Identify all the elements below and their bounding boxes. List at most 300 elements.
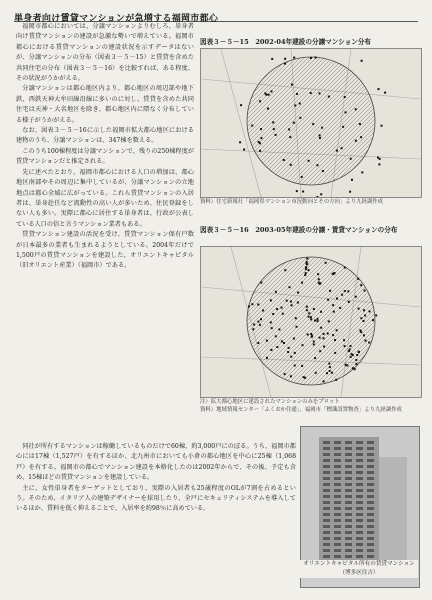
map-marker	[326, 372, 328, 374]
window	[367, 471, 374, 474]
map-marker	[344, 345, 346, 347]
map-marker	[297, 292, 299, 294]
map-marker	[313, 343, 315, 345]
map-marker	[336, 298, 338, 300]
window	[323, 447, 330, 450]
map-marker	[306, 261, 308, 263]
window	[334, 465, 341, 468]
map-marker	[368, 342, 370, 344]
figure-16-note: 注）拡大都心地区に建設されたマンションのみをプロット 資料）地域情報センター「ふくおか住通」、福岡市「標識設置物査」より九経調作成	[200, 399, 402, 413]
article-header	[14, 6, 418, 22]
window	[356, 501, 363, 504]
map-marker	[335, 379, 337, 381]
map-marker	[270, 321, 272, 323]
map-marker	[281, 340, 283, 342]
window	[334, 543, 341, 546]
map-marker	[304, 274, 306, 276]
map-marker	[301, 176, 303, 178]
window	[345, 465, 352, 468]
window	[334, 495, 341, 498]
map-marker	[284, 63, 286, 65]
map-marker	[384, 92, 386, 94]
map-marker	[308, 316, 310, 318]
map-marker	[348, 301, 350, 303]
map-marker	[306, 263, 308, 265]
map-marker	[319, 135, 321, 137]
map-marker	[259, 150, 261, 152]
map-marker	[283, 159, 285, 161]
map-marker	[290, 356, 292, 358]
map-marker	[323, 337, 325, 339]
map-marker	[336, 150, 338, 152]
window	[345, 477, 352, 480]
window	[323, 459, 330, 462]
map-marker	[251, 125, 253, 127]
figure-16	[200, 224, 422, 234]
window	[356, 519, 363, 522]
window	[367, 453, 374, 456]
map-marker	[295, 317, 297, 319]
window	[334, 519, 341, 522]
figure-15-map-svg	[201, 49, 421, 197]
paragraph: 主に、女性単身者をターゲットとしており、実際の入居者も25歳程度のOLが7割を占めるという。そのため、イタリア人の建築デザイナーを採用したり、全戸にセキュリティシステムを導入しているほか、賃料を低く抑えることで、入居率を約98％に高めている。	[16, 484, 296, 513]
window	[323, 555, 330, 558]
map-marker	[355, 108, 357, 110]
window	[367, 441, 374, 444]
window	[367, 489, 374, 492]
window	[334, 537, 341, 540]
map-marker	[299, 103, 301, 105]
map-marker	[343, 339, 345, 341]
map-marker	[360, 136, 362, 138]
map-marker	[305, 268, 307, 270]
window	[345, 447, 352, 450]
map-marker	[333, 311, 335, 313]
map-marker	[319, 337, 321, 339]
window	[323, 513, 330, 516]
map-marker	[257, 304, 259, 306]
map-marker	[310, 92, 312, 94]
map-marker	[317, 273, 319, 275]
map-marker	[290, 164, 292, 166]
map-marker	[302, 344, 304, 346]
map-marker	[323, 380, 325, 382]
map-marker	[361, 60, 363, 62]
window	[345, 537, 352, 540]
map-marker	[327, 299, 329, 301]
window	[345, 549, 352, 552]
map-marker	[344, 267, 346, 269]
map-marker	[257, 342, 259, 344]
window	[323, 471, 330, 474]
map-marker	[271, 58, 273, 60]
window	[367, 531, 374, 534]
window	[345, 441, 352, 444]
map-marker	[358, 308, 360, 310]
map-marker	[312, 123, 314, 125]
map-marker	[342, 126, 344, 128]
map-marker	[264, 92, 266, 94]
window	[345, 483, 352, 486]
map-marker	[275, 291, 277, 293]
map-marker	[282, 313, 284, 315]
window	[356, 477, 363, 480]
map-marker	[296, 93, 298, 95]
map-marker	[283, 342, 285, 344]
map-marker	[293, 338, 295, 340]
map-marker	[319, 283, 321, 285]
window	[323, 543, 330, 546]
map-marker	[315, 372, 317, 374]
map-marker	[344, 96, 346, 98]
window	[367, 555, 374, 558]
map-marker	[275, 335, 277, 337]
map-marker	[332, 334, 334, 336]
map-marker	[286, 300, 288, 302]
window	[356, 453, 363, 456]
figure-16-caption: 図表３－５－16 2003-05年建設の分譲・賃貸マンションの分布	[200, 226, 398, 234]
map-marker	[352, 367, 354, 369]
map-marker	[375, 314, 377, 316]
window	[345, 489, 352, 492]
map-marker	[359, 330, 361, 332]
window	[323, 531, 330, 534]
map-marker	[314, 320, 316, 322]
window	[334, 531, 341, 534]
window	[345, 495, 352, 498]
map-marker	[293, 57, 295, 59]
window	[323, 477, 330, 480]
map-marker	[365, 340, 367, 342]
paragraph: 分譲マンションは都心地区内より、都心地区の周辺部や地下鉄、西鉄天神大牟田線沿線に多いのに対し、賃貸を含めた共同住宅は天神・大名地区を除き、都心地区内に隈なく分布している様子がうかがえる。	[16, 85, 194, 124]
map-marker	[308, 312, 310, 314]
map-marker	[328, 96, 330, 98]
figure-16-map	[200, 246, 422, 398]
map-marker	[364, 290, 366, 292]
map-marker	[313, 341, 315, 343]
window	[356, 543, 363, 546]
map-marker	[322, 170, 324, 172]
map-marker	[271, 90, 273, 92]
map-marker	[287, 351, 289, 353]
map-marker	[291, 84, 293, 86]
map-marker	[363, 320, 365, 322]
window	[334, 489, 341, 492]
map-marker	[345, 111, 347, 113]
map-marker	[345, 364, 347, 366]
map-marker	[259, 324, 261, 326]
map-marker	[315, 57, 317, 59]
map-marker	[349, 348, 351, 350]
map-marker	[313, 308, 315, 310]
window	[367, 507, 374, 510]
map-marker	[323, 346, 325, 348]
map-marker	[302, 191, 304, 193]
map-marker	[296, 190, 298, 192]
window	[356, 507, 363, 510]
map-marker	[278, 328, 280, 330]
map-marker	[272, 313, 274, 315]
map-marker	[381, 125, 383, 127]
map-marker	[336, 329, 338, 331]
window	[323, 525, 330, 528]
map-marker	[320, 327, 322, 329]
window	[323, 501, 330, 504]
map-marker	[291, 304, 293, 306]
window	[345, 471, 352, 474]
window	[334, 447, 341, 450]
map-marker	[341, 147, 343, 149]
window	[367, 447, 374, 450]
map-marker	[360, 284, 362, 286]
map-marker	[268, 94, 270, 96]
map-marker	[308, 269, 310, 271]
map-marker	[261, 137, 263, 139]
map-marker	[307, 334, 309, 336]
map-marker	[289, 136, 291, 138]
article-title: 単身者向け賃貸マンションが急増する福岡市都心	[14, 14, 219, 24]
window	[323, 519, 330, 522]
window	[356, 549, 363, 552]
window	[345, 459, 352, 462]
window	[367, 525, 374, 528]
paragraph: 先に述べたとおり、福岡市都心における人口の増加は、都心地区南部やその周辺に集中しているが、分譲マンションの立地地点は都心全域に広がっている。これら賃貸マンションの入居者は、単身赴任など流動性の高い人が多いため、住民登録をしない人も多い。実際に都心に居住する単身者は、行政が公表している人口の倍と言うマンション業者もある。	[16, 168, 194, 228]
map-marker	[266, 357, 268, 359]
figure-15-caption: 図表３－５－15 2002-04年建設の分譲マンション分布	[200, 38, 372, 46]
window	[367, 501, 374, 504]
window	[334, 507, 341, 510]
window	[356, 513, 363, 516]
map-marker	[339, 307, 341, 309]
window	[356, 531, 363, 534]
map-marker	[355, 296, 357, 298]
map-marker	[259, 142, 261, 144]
window	[334, 555, 341, 558]
window	[356, 471, 363, 474]
map-marker	[334, 352, 336, 354]
map-marker	[252, 328, 254, 330]
map-marker	[346, 365, 348, 367]
window	[367, 537, 374, 540]
paragraph: 賃貸マンション建設の活況を受け、賃貸マンション保有戸数が日本最多の業者も生まれるようとしている。2004年だけで1,500戸の賃貸マンションを建設した、オリエントキャピタル（旧オリエント産業）（福岡市）である。	[16, 231, 194, 270]
map-marker	[259, 100, 261, 102]
map-marker	[299, 117, 301, 119]
map-marker	[281, 307, 283, 309]
map-marker	[308, 160, 310, 162]
map-marker	[329, 366, 331, 368]
map-marker	[355, 359, 357, 361]
hatched-area	[247, 257, 375, 385]
map-marker	[334, 339, 336, 341]
map-marker	[305, 266, 307, 268]
map-marker	[260, 128, 262, 130]
map-marker	[267, 108, 269, 110]
map-marker	[319, 92, 321, 94]
map-marker	[248, 306, 250, 308]
map-marker	[341, 294, 343, 296]
map-marker	[364, 315, 366, 317]
map-marker	[310, 318, 312, 320]
window	[356, 489, 363, 492]
window	[356, 459, 363, 462]
map-marker	[317, 320, 319, 322]
window	[323, 549, 330, 552]
window	[367, 519, 374, 522]
window	[367, 543, 374, 546]
window	[367, 459, 374, 462]
map-marker	[306, 258, 308, 260]
map-marker	[275, 134, 277, 136]
map-marker	[318, 278, 320, 280]
paragraph: なお、図表３－５－16に示した福岡市拡大都心地区における建物のうち、分譲マンションは、347棟を数える。	[16, 127, 194, 145]
map-marker	[272, 121, 274, 123]
map-marker	[301, 365, 303, 367]
window	[356, 465, 363, 468]
window	[345, 513, 352, 516]
window	[334, 483, 341, 486]
map-marker	[284, 58, 286, 60]
map-marker	[310, 316, 312, 318]
map-marker	[240, 104, 242, 106]
paragraph: 福岡市都心においては、分譲マンションよりむしろ、単身者向け賃貸マンションの建設が急激な勢いで増えている。福岡市都心における賃貸マンションの建設状況を示すデータはないが、分譲マンションの分布（図表３－５－15）と賃貸を含めた共同住宅の分布（図表３－５－16）を比較すれば、ある程度、その状況がうかがえる。	[16, 23, 194, 83]
map-marker	[260, 318, 262, 320]
window	[345, 507, 352, 510]
map-marker	[293, 122, 295, 124]
map-marker	[251, 303, 253, 305]
map-marker	[327, 333, 329, 335]
map-marker	[290, 301, 292, 303]
map-marker	[333, 273, 335, 275]
map-marker	[332, 304, 334, 306]
lower-text	[16, 442, 296, 515]
paragraph: 同社が所有するマンションは稼働しているものだけで60棟、約3,000戸にのぼる。うち、福岡市都心には17棟（1,527戸）を有するほか、北九州市においても小倉の都心地区を中心に25棟（1,068戸）を有する。福岡市の都心でマンション建設を本格化したのは2002年からで、その後、予定も含め、15棟ほどの賃貸マンションを建設している。	[16, 443, 296, 482]
map-marker	[363, 334, 365, 336]
window	[334, 501, 341, 504]
window	[356, 441, 363, 444]
window	[334, 525, 341, 528]
map-marker	[359, 123, 361, 125]
window	[334, 441, 341, 444]
window	[345, 519, 352, 522]
window	[323, 441, 330, 444]
window	[356, 483, 363, 486]
map-marker	[290, 375, 292, 377]
map-marker	[372, 319, 374, 321]
map-marker	[321, 127, 323, 129]
map-marker	[305, 272, 307, 274]
map-marker	[239, 141, 241, 143]
window	[334, 549, 341, 552]
photo-caption: オリエントキャピタル所有の賃貸マンション（博多区住吉）	[300, 560, 418, 578]
map-marker	[357, 278, 359, 280]
window	[345, 531, 352, 534]
map-marker	[379, 158, 381, 160]
map-marker	[328, 363, 330, 365]
window	[367, 549, 374, 552]
window	[367, 495, 374, 498]
window	[334, 453, 341, 456]
map-marker	[311, 335, 313, 337]
window	[334, 513, 341, 516]
window	[345, 543, 352, 546]
map-marker	[271, 327, 273, 329]
map-marker	[317, 318, 319, 320]
map-marker	[304, 377, 306, 379]
map-marker	[294, 105, 296, 107]
window	[323, 495, 330, 498]
figure-15	[200, 36, 422, 46]
map-marker	[297, 302, 299, 304]
left-column	[16, 22, 194, 272]
map-marker	[351, 179, 353, 181]
map-marker	[361, 171, 363, 173]
figure-16-map-svg	[201, 247, 421, 397]
map-marker	[328, 320, 330, 322]
map-marker	[378, 88, 380, 90]
map-marker	[320, 193, 322, 195]
map-marker	[301, 282, 303, 284]
map-marker	[257, 321, 259, 323]
window	[356, 525, 363, 528]
paragraph: このうち100棟程度は分譲マンションで、残りの250棟程度が賃貸マンションだと推定される。	[16, 147, 194, 166]
window	[367, 513, 374, 516]
map-marker	[294, 365, 296, 367]
map-marker	[314, 357, 316, 359]
window	[323, 507, 330, 510]
window	[323, 483, 330, 486]
window	[334, 471, 341, 474]
map-marker	[360, 317, 362, 319]
window	[334, 477, 341, 480]
map-marker	[284, 373, 286, 375]
window	[356, 495, 363, 498]
map-marker	[316, 164, 318, 166]
window	[367, 483, 374, 486]
map-marker	[260, 282, 262, 284]
window	[323, 489, 330, 492]
window	[323, 537, 330, 540]
map-marker	[369, 310, 371, 312]
map-marker	[325, 262, 327, 264]
map-marker	[363, 309, 365, 311]
map-marker	[294, 352, 296, 354]
map-marker	[355, 140, 357, 142]
map-marker	[378, 163, 380, 165]
map-marker	[352, 354, 354, 356]
figure-15-note: 資料）住宅新報社「福岡県マンション市況動向とその方向」より九経調作成	[200, 199, 384, 205]
map-marker	[354, 368, 356, 370]
window	[367, 465, 374, 468]
window	[334, 459, 341, 462]
map-marker	[270, 349, 272, 351]
map-marker	[253, 324, 255, 326]
map-marker	[355, 363, 357, 365]
map-marker	[266, 340, 268, 342]
map-marker	[347, 290, 349, 292]
map-marker	[288, 128, 290, 130]
map-marker	[349, 191, 351, 193]
map-marker	[284, 269, 286, 271]
map-marker	[243, 149, 245, 151]
map-marker	[310, 333, 312, 335]
window	[345, 555, 352, 558]
map-marker	[356, 354, 358, 356]
window	[356, 447, 363, 450]
map-marker	[344, 290, 346, 292]
map-marker	[331, 372, 333, 374]
map-marker	[316, 196, 318, 197]
window	[367, 477, 374, 480]
